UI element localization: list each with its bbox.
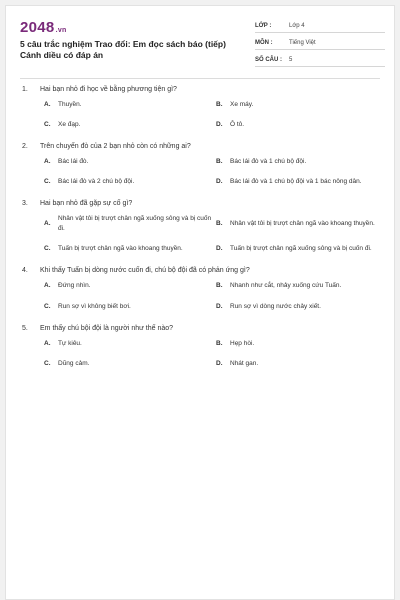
question-prompt (22, 267, 382, 274)
question-prompt (22, 143, 382, 150)
option-letter: B. (216, 220, 223, 228)
option-letter: C. (44, 178, 51, 186)
worksheet-title: 5 câu trắc nghiệm Trao đổi: Em đọc sách báo (tiếp) Cánh diều có đáp án (20, 39, 226, 61)
meta-row-subject (255, 36, 385, 50)
answer-option-d[interactable] (216, 177, 388, 187)
answer-options (22, 100, 382, 130)
option-text: Đứng nhìn. (58, 282, 91, 290)
answer-option-a[interactable] (44, 214, 216, 234)
answer-option-a[interactable] (44, 281, 216, 291)
option-text: Dũng cảm. (58, 359, 90, 367)
meta-value: Lớp 4 (289, 22, 305, 29)
site-logo[interactable] (20, 19, 67, 36)
question-text: Hai bạn nhỏ đã gặp sự cố gì? (40, 200, 133, 208)
meta-value: 5 (289, 56, 293, 63)
option-text: Bác lái đò và 1 chú bộ đội và 1 bác nông dân. (230, 178, 362, 186)
answer-option-c[interactable] (44, 302, 216, 312)
question-2 (22, 143, 382, 187)
option-text: Tuấn bị trượt chân ngã vào khoang thuyền. (58, 245, 183, 253)
answer-option-d[interactable] (216, 244, 388, 254)
answer-option-b[interactable] (216, 281, 388, 291)
answer-option-c[interactable] (44, 359, 216, 369)
option-letter: D. (216, 121, 223, 129)
answer-options (22, 157, 382, 187)
meta-label: MÔN : (255, 39, 273, 46)
option-text: Bác lái đò và 2 chú bộ đội. (58, 178, 135, 186)
question-text: Hai bạn nhỏ đi học về bằng phương tiện gì? (40, 86, 177, 93)
meta-label: LỚP : (255, 22, 272, 29)
option-letter: C. (44, 121, 51, 129)
answer-option-a[interactable] (44, 157, 216, 167)
question-prompt (22, 86, 382, 93)
option-text: Run sợ vì không biết bơi. (58, 302, 131, 310)
option-letter: B. (216, 282, 223, 290)
option-text: Tuấn bị trượt chân ngã xuống sông và bị cuốn đi. (230, 245, 372, 253)
worksheet-page (5, 5, 395, 600)
option-text: Xe máy. (230, 101, 254, 108)
option-letter: B. (216, 158, 223, 166)
option-text: Nhát gan. (230, 359, 259, 367)
option-letter: D. (216, 178, 223, 186)
meta-row-question-count (255, 53, 385, 67)
answer-option-d[interactable] (216, 359, 388, 369)
question-1 (22, 86, 382, 130)
option-letter: A. (44, 220, 51, 228)
answer-option-b[interactable] (216, 157, 388, 167)
question-number: 5. (22, 324, 28, 332)
question-number: 3. (22, 200, 28, 208)
option-letter: B. (216, 101, 223, 108)
option-letter: D. (216, 302, 223, 310)
question-list (22, 86, 382, 382)
option-letter: D. (216, 245, 223, 253)
option-letter: C. (44, 359, 51, 367)
question-text: Trên chuyến đò của 2 bạn nhỏ còn có những ai? (40, 143, 191, 151)
option-letter: B. (216, 339, 223, 347)
option-letter: A. (44, 101, 51, 108)
question-number: 4. (22, 267, 28, 275)
answer-option-b[interactable] (216, 214, 388, 234)
logo-name: 2048 (20, 19, 55, 36)
answer-option-b[interactable] (216, 100, 388, 110)
option-text: Hẹp hòi. (230, 339, 255, 347)
question-number: 1. (22, 86, 28, 93)
question-prompt (22, 200, 382, 207)
option-letter: D. (216, 359, 223, 367)
option-text: Ô tô. (230, 121, 245, 129)
question-3 (22, 200, 382, 254)
option-text: Run sợ vì dòng nước chảy xiết. (230, 302, 321, 310)
answer-option-d[interactable] (216, 302, 388, 312)
answer-options (22, 339, 382, 369)
question-prompt (22, 325, 382, 332)
option-letter: C. (44, 302, 51, 310)
option-letter: A. (44, 339, 51, 347)
question-4 (22, 267, 382, 311)
option-letter: A. (44, 158, 51, 166)
answer-option-c[interactable] (44, 177, 216, 187)
meta-row-class (255, 19, 385, 33)
answer-option-b[interactable] (216, 339, 388, 349)
worksheet-meta (255, 19, 385, 70)
option-text: Xe đạp. (58, 121, 81, 129)
question-text: Em thấy chú bội đội là người như thế nào? (40, 324, 174, 332)
logo-tld: .vn (55, 27, 67, 34)
question-text: Khi thấy Tuấn bị dòng nước cuốn đi, chú bộ đội đã có phản ứng gì? (40, 267, 250, 275)
answer-option-c[interactable] (44, 244, 216, 254)
option-text: Nhanh như cắt, nhảy xuống cứu Tuấn. (230, 282, 342, 290)
option-text: Nhân vật tôi bị trượt chân ngã xuống sông và bị cuốn đi. (58, 215, 212, 233)
answer-option-a[interactable] (44, 100, 216, 110)
option-text: Bác lái đò và 1 chú bộ đội. (230, 158, 307, 166)
answer-option-d[interactable] (216, 120, 388, 130)
worksheet-header (20, 16, 386, 76)
meta-value: Tiếng Việt (289, 39, 316, 46)
option-letter: C. (44, 245, 51, 253)
answer-option-c[interactable] (44, 120, 216, 130)
option-text: Nhân vật tôi bị trượt chân ngã vào khoang thuyền. (230, 220, 375, 228)
option-text: Thuyền. (58, 101, 82, 108)
answer-options (22, 281, 382, 311)
answer-option-a[interactable] (44, 339, 216, 349)
header-divider (20, 78, 380, 79)
option-text: Tự kiêu. (58, 339, 82, 347)
option-letter: A. (44, 282, 51, 290)
answer-options (22, 214, 382, 254)
option-text: Bác lái đò. (58, 158, 89, 166)
question-number: 2. (22, 143, 28, 151)
question-5 (22, 325, 382, 369)
meta-label: SỐ CÂU : (255, 56, 282, 63)
